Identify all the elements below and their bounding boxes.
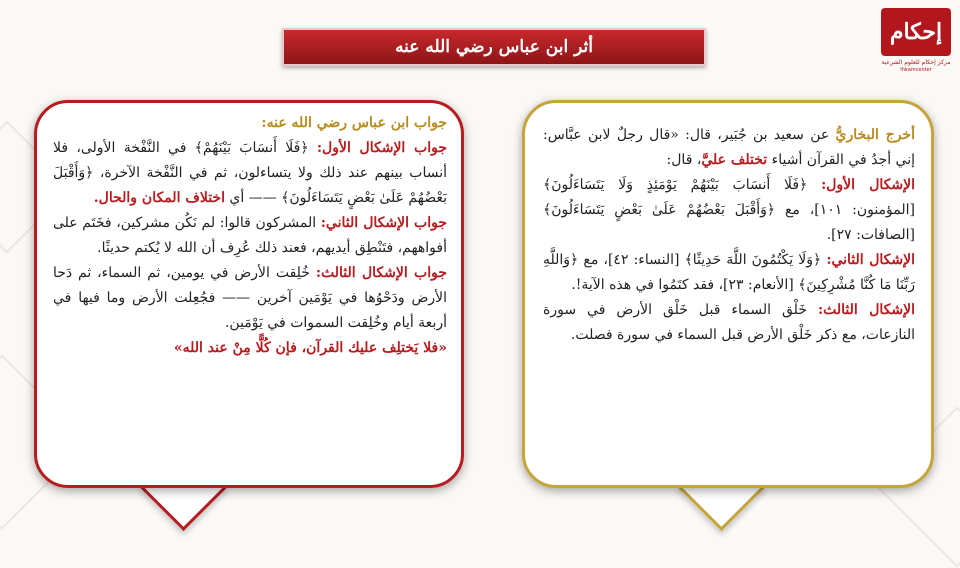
answers-panel bbox=[34, 100, 464, 488]
answer-1-label: جواب الإشكال الأول: bbox=[316, 140, 447, 156]
problem-1-label: الإشكال الأول: bbox=[821, 177, 915, 193]
answer-2-label: جواب الإشكال الثاني: bbox=[320, 215, 448, 231]
logo-subtitle-en: Ihkamcenter bbox=[900, 67, 932, 73]
answers-header: جواب ابن عباس رضي الله عنه: bbox=[261, 115, 447, 131]
intro-text: عن سعيد بن جُبَير، قال: «قال رجلٌ لابن عبَّاس: إني أجدُ في القرآن أشياء bbox=[543, 127, 915, 168]
problem-1 bbox=[543, 173, 915, 248]
problems-panel bbox=[522, 100, 934, 488]
problem-3-text: خَلْق السماء قبل خَلْق الأرض في سورة النازعات، مع ذكر خَلْق الأرض قبل السماء في سورة فصلت. bbox=[543, 302, 915, 343]
answer-2-text: المشركون قالوا: لم نَكُن مشركين، فخَتَم على أفواههم، فتَنْطِق أيديهم، فعند ذلك عُرِف أن الله لا يُكتم حديثًا. bbox=[53, 215, 447, 256]
answer-1-emphasis: اختلاف المكان والحال. bbox=[93, 190, 225, 206]
problem-2-label: الإشكال الثاني: bbox=[826, 252, 915, 268]
closing-quote: «فلا يَختلِف عليك القرآن، فإن كُلًّا مِنْ عند الله» bbox=[173, 340, 447, 356]
problem-3-label: الإشكال الثالث: bbox=[817, 302, 915, 318]
answer-3-label: جواب الإشكال الثالث: bbox=[315, 265, 447, 281]
problem-3 bbox=[543, 298, 915, 348]
answer-1 bbox=[53, 136, 447, 211]
logo-subtitle: مركز إحكام للعلوم الشرعية bbox=[881, 59, 951, 66]
answer-3 bbox=[53, 261, 447, 336]
intro-tail: ، قال: bbox=[666, 152, 702, 168]
problem-2 bbox=[543, 248, 915, 298]
answer-3-text: خُلِقت الأرض في يومين، ثم السماء، ثم دَحا الأرض ودَحْوُها في يَوْمَين آخرين —— فجُعِلت الأرض وما فيها في أربعة أيام وخُلِقت السموات في يَوْمَين. bbox=[53, 265, 447, 331]
problem-1-text: ﴿فَلَا أَنسَابَ بَيْنَهُمْ يَوْمَئِذٍ وَلَا يَتَسَاءَلُونَ﴾ [المؤمنون: ١٠١]، مع ﴿وَأَقْبَلَ بَعْضُهُمْ عَلَىٰ بَعْضٍ يَتَسَاءَلُونَ﴾ [الصافات: ٢٧]. bbox=[543, 177, 916, 243]
problem-2-text: ﴿وَلَا يَكْتُمُونَ اللَّهَ حَدِيثًا﴾ [النساء: ٤٢]، مع ﴿وَاللَّهِ رَبِّنَا مَا كُنَّا مُشْرِكِينَ﴾ [الأنعام: ٢٣]، فقد كتَمُوا في هذه الآية!. bbox=[543, 252, 915, 293]
intro-label: أخرج البخاريُّ bbox=[835, 127, 915, 143]
intro-emphasis: تختلف عليَّ bbox=[701, 152, 768, 168]
intro-paragraph bbox=[543, 123, 915, 173]
answer-1-text: ﴿فَلَا أَنسَابَ بَيْنَهُمْ﴾ في النَّفْخة الأولى، فلا أنساب بينهم عند ذلك ولا يتساءلون، ثم في النَّفْخة الآخرة، ﴿وَأَقْبَلَ بَعْضُهُمْ عَلَىٰ بَعْضٍ يَتَسَاءَلُونَ﴾ —— أي bbox=[53, 140, 447, 206]
answer-2 bbox=[53, 211, 447, 261]
page-title: أثر ابن عباس رضي الله عنه bbox=[282, 28, 706, 66]
logo-mark: إحكام bbox=[881, 8, 951, 56]
center-logo bbox=[876, 8, 956, 88]
